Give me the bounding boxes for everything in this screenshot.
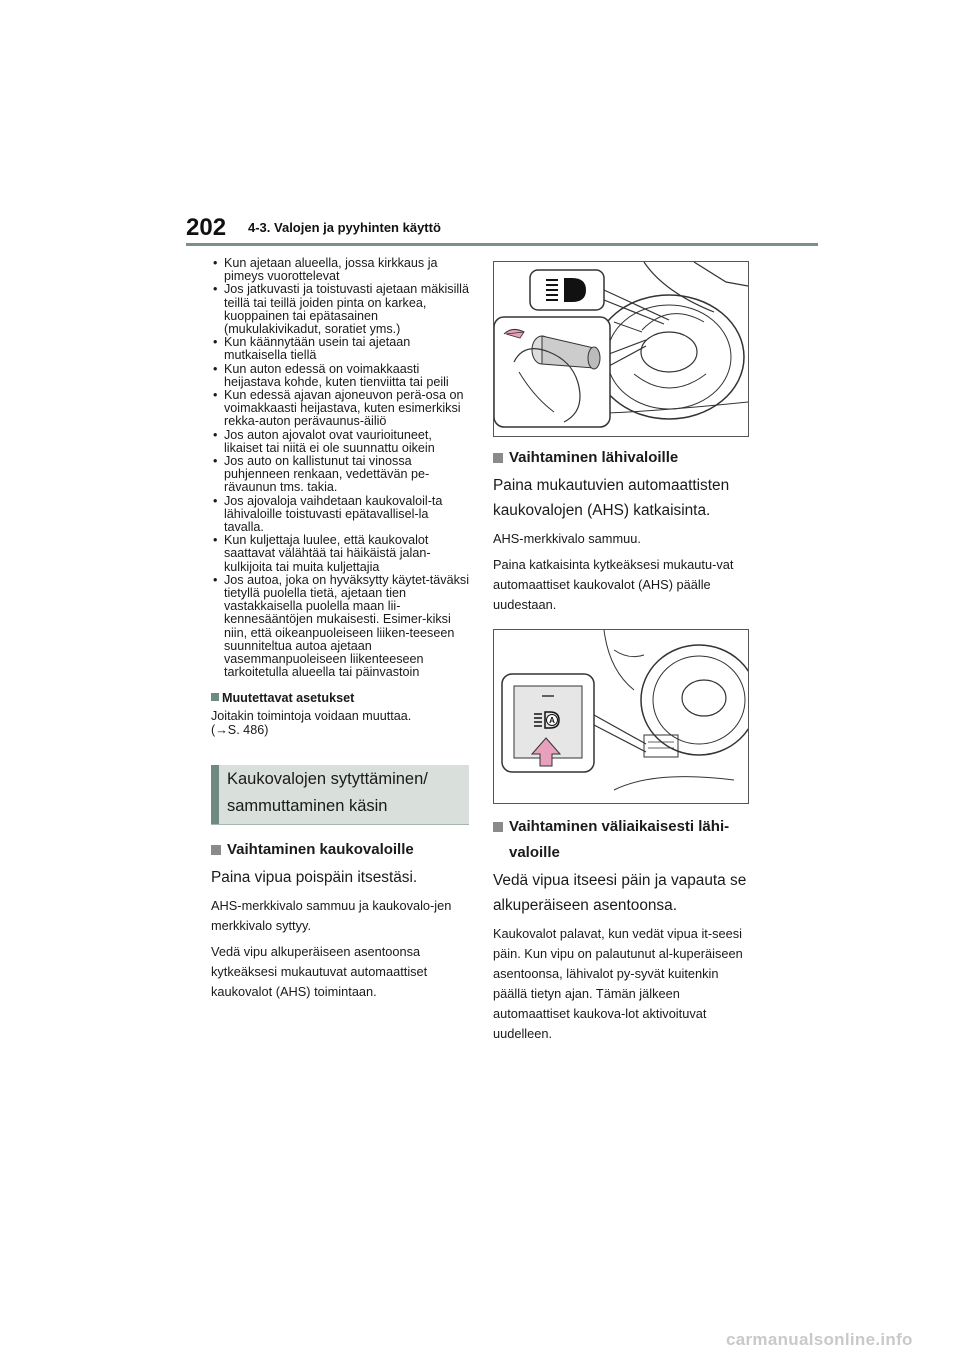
list-item: • Jos jatkuvasti ja toistuvasti ajetaan mäkisillä teillä tai teillä joiden pinta on karkea, kuoppainen tai epätasainen (mukulakivikadut, soratiet yms.) bbox=[211, 283, 469, 336]
list-item: • Kun edessä ajavan ajoneuvon perä-osa on voimakkaasti heijastava, kuten esimerkiksi rekka-auton perävaunus-äiliö bbox=[211, 389, 469, 429]
temporary-low-beam-text: Kaukovalot palavat, kun vedät vipua it-seesi päin. Kun vipu on palautunut al-kuperäiseen asentoonsa, lähivalot py-syvät kuitenkin päällä tietyn ajan. Tämän jälkeen automaattiset kaukova-lot aktivoituvat uudelleen. bbox=[493, 926, 743, 1041]
condition-list bbox=[211, 257, 469, 680]
list-item: • Jos autoa, joka on hyväksytty käytet-täväksi tietyllä puolella tietä, ajetaan tien vastakkaisella puolella maan lii-kennesääntöjen mukaisesti. Esimer-kiksi niin, että oikeanpuoleiseen liiken-teeseen suunniteltua autoa ajetaan vasemmanpuoleiseen liikenteeseen tarkoitetulla alueella tai päinvastoin bbox=[211, 574, 469, 680]
temporary-low-beam-heading: Vaihtaminen väliaikaisesti lähi- valoille bbox=[493, 814, 749, 866]
square-bullet-icon bbox=[211, 693, 219, 701]
high-beam-text-1: AHS-merkkivalo sammuu ja kaukovalo-jen merkkivalo syttyy. bbox=[211, 897, 452, 933]
ahs-switch-drawing bbox=[494, 630, 748, 803]
section-title: 4-3. Valojen ja pyyhinten käyttö bbox=[248, 220, 441, 235]
low-beam-lead: Paina mukautuvien automaattisten kaukovalojen (AHS) katkaisinta. bbox=[493, 477, 730, 519]
low-beam-heading: Vaihtaminen lähivaloille bbox=[493, 445, 749, 471]
ahs-switch-illustration bbox=[493, 629, 749, 804]
high-beam-lead: Paina vipua poispäin itsestäsi. bbox=[211, 868, 418, 886]
settings-heading: Muutettavat asetukset bbox=[211, 691, 469, 705]
list-item: • Jos auton ajovalot ovat vaurioituneet, likaiset tai niitä ei ole suunnattu oikein bbox=[211, 429, 469, 455]
high-beam-text-2: Vedä vipu alkuperäiseen asentoonsa kytkeäksesi mukautuvat automaattiset kaukovalot (AHS) toimintaan. bbox=[211, 943, 428, 999]
list-item: • Kun auton edessä on voimakkaasti heijastava kohde, kuten tienviitta tai peili bbox=[211, 363, 469, 389]
heading-line-2: sammuttaminen käsin bbox=[227, 796, 388, 815]
lever-illustration bbox=[493, 261, 749, 437]
heading-accent-bar bbox=[211, 765, 219, 824]
temporary-low-beam-lead: Vedä vipua itseesi päin ja vapauta se alkuperäiseen asentoonsa. bbox=[493, 872, 747, 914]
square-bullet-icon bbox=[493, 453, 503, 463]
high-beam-heading: Vaihtaminen kaukovaloille bbox=[211, 837, 469, 863]
list-item: • Jos ajovaloja vaihdetaan kaukovaloil-ta lähivaloille toistuvasti epätavallisel-la tavalla. bbox=[211, 495, 469, 535]
low-beam-text-2: Paina katkaisinta kytkeäksesi mukautu-vat automaattiset kaukovalot (AHS) päälle uudestaan. bbox=[493, 557, 734, 612]
footer-watermark: carmanualsonline.info bbox=[726, 1330, 913, 1349]
list-item: • Jos auto on kallistunut tai vinossa puhjenneen renkaan, vedettävän pe-rävaunun tms. takia. bbox=[211, 455, 469, 495]
right-column bbox=[493, 261, 749, 1044]
steering-lever-drawing bbox=[494, 262, 748, 436]
settings-text: Joitakin toimintoja voidaan muuttaa. (→S. 486) bbox=[211, 709, 469, 737]
list-item: • Kun ajetaan alueella, jossa kirkkaus ja pimeys vuorottelevat bbox=[211, 257, 469, 283]
square-bullet-icon bbox=[493, 822, 503, 832]
list-item: • Kun kuljettaja luulee, että kaukovalot saattavat välähtää tai häikäistä jalan-kulkijoita tai muita kuljettajia bbox=[211, 534, 469, 574]
ahs-letter: A bbox=[549, 716, 555, 725]
page-number: 202 bbox=[186, 214, 227, 241]
header-rule bbox=[186, 243, 818, 246]
page-reference-link[interactable]: (→S. 486) bbox=[211, 722, 269, 737]
square-bullet-icon bbox=[211, 845, 221, 855]
low-beam-text-1: AHS-merkkivalo sammuu. bbox=[493, 531, 641, 546]
left-column bbox=[211, 257, 469, 1002]
list-item: • Kun käännytään usein tai ajetaan mutkaisella tiellä bbox=[211, 336, 469, 362]
section-heading-box bbox=[211, 765, 469, 825]
heading-line-1: Kaukovalojen sytyttäminen/ bbox=[227, 769, 428, 788]
